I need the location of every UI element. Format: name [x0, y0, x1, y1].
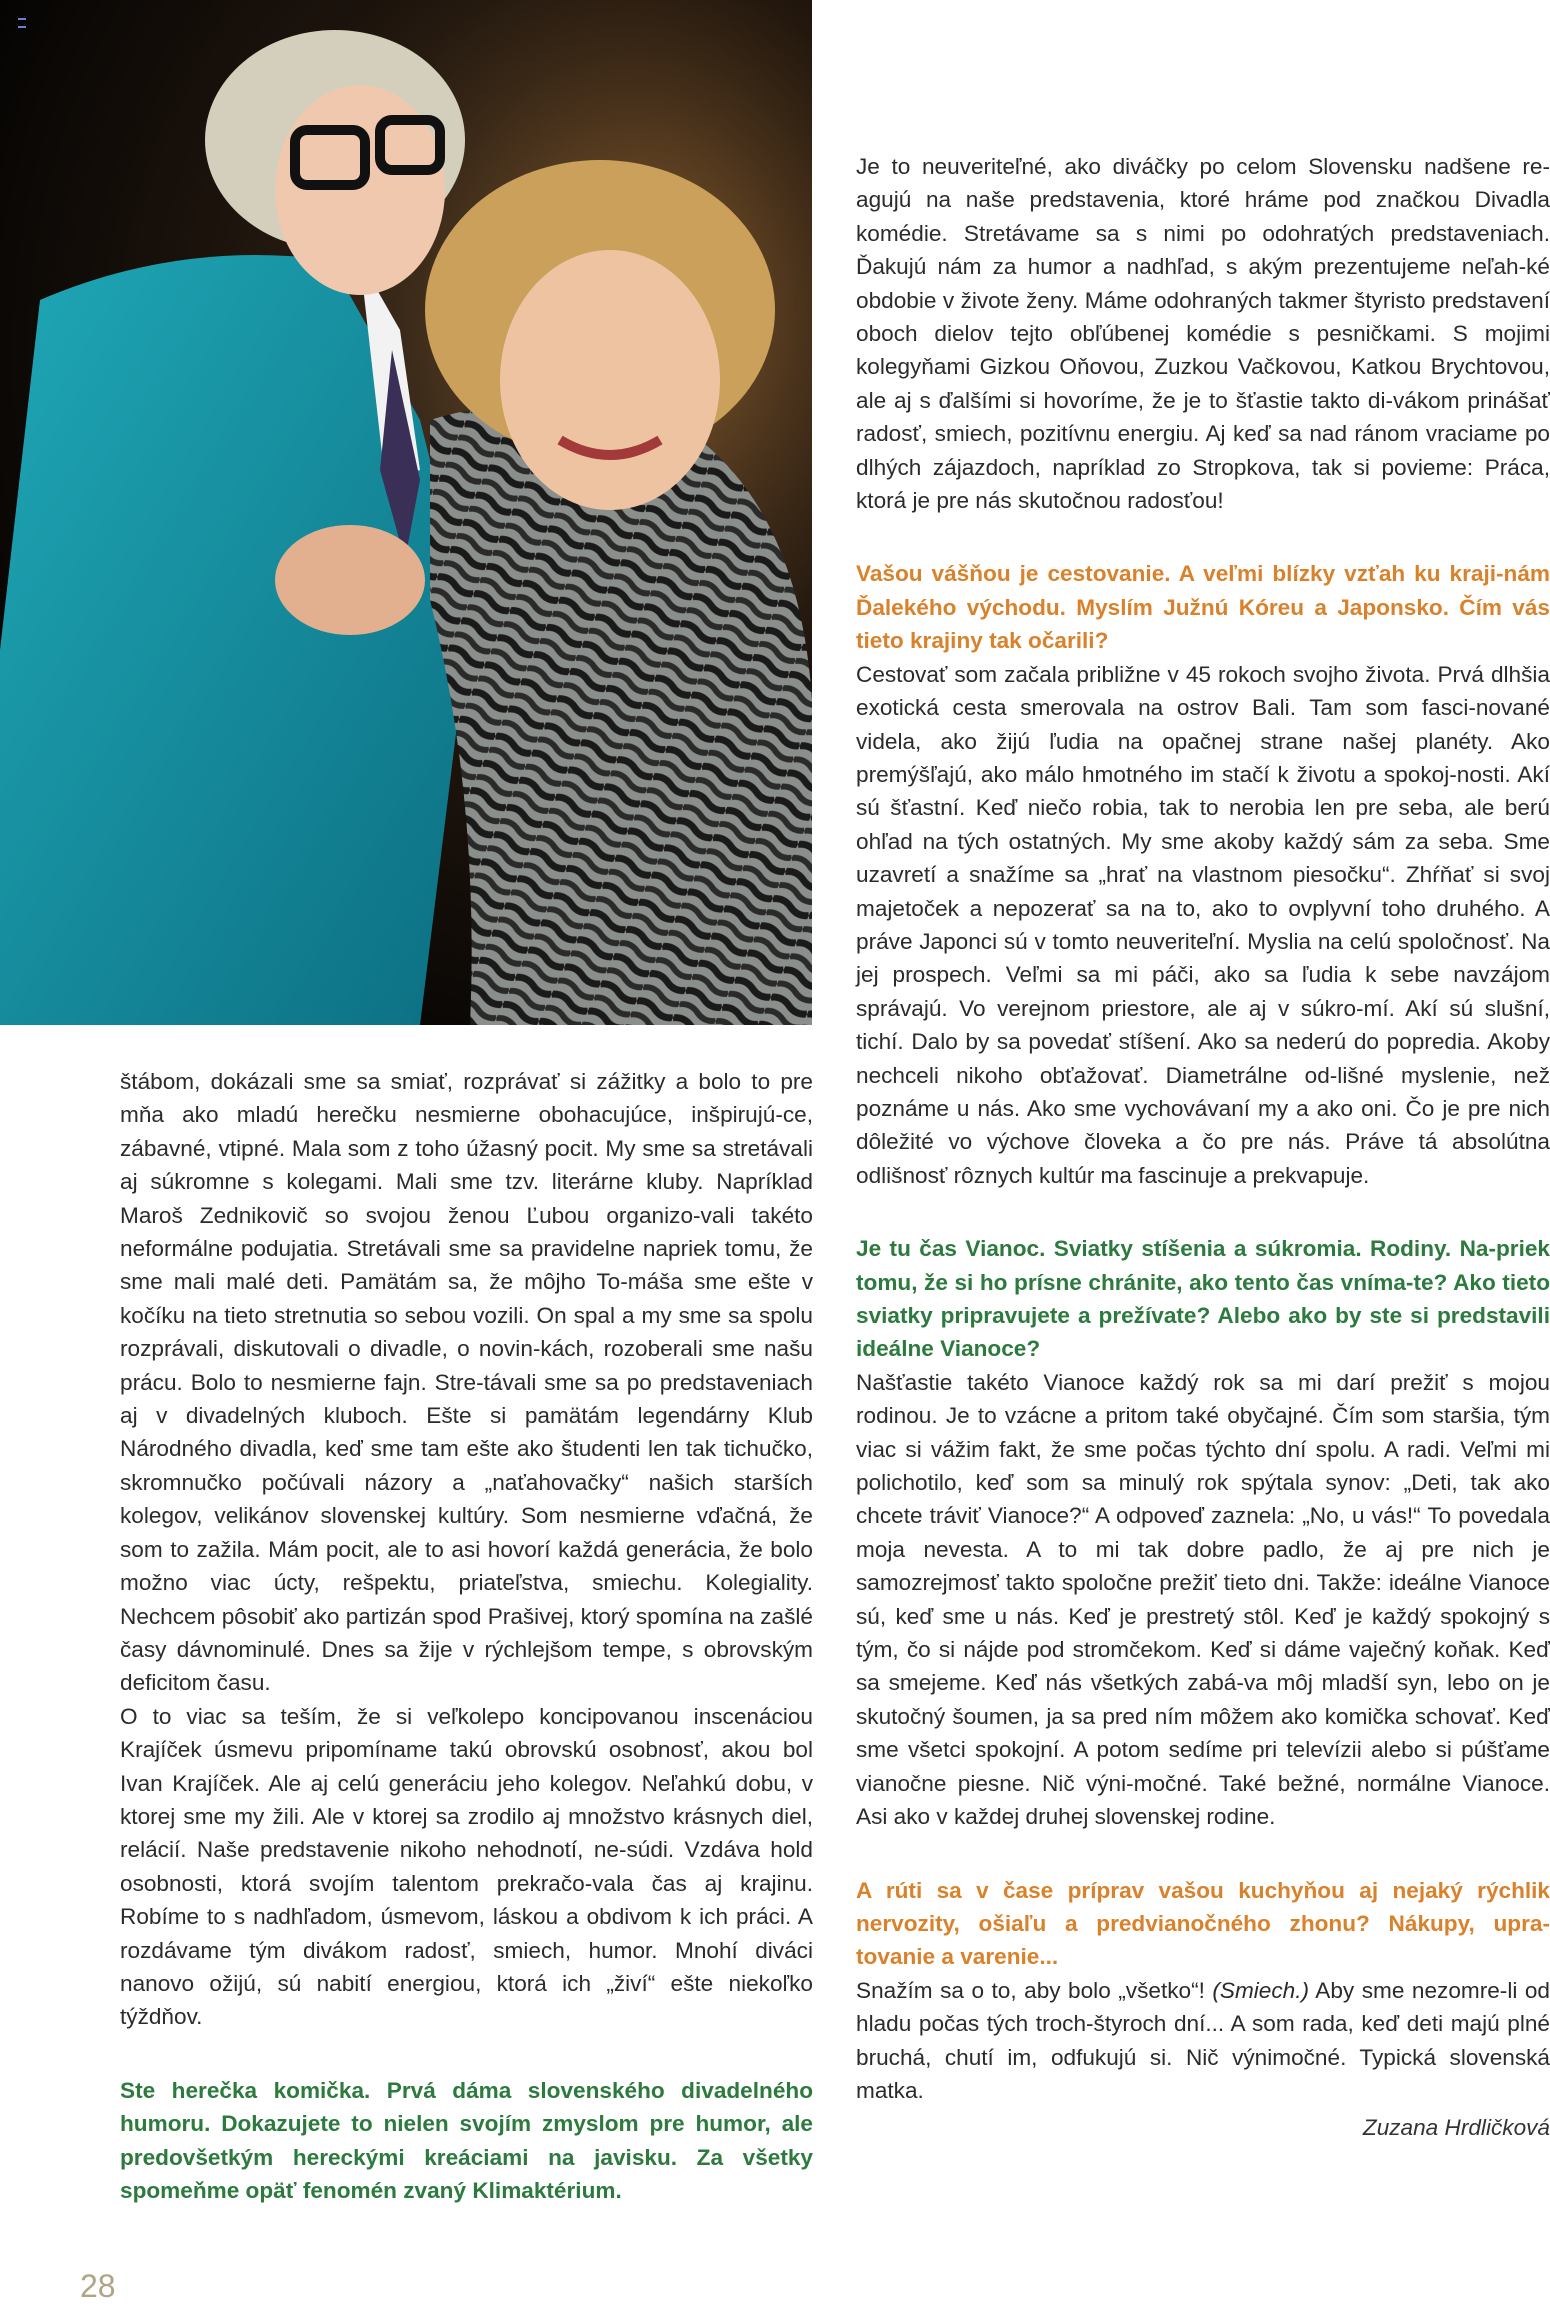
- left-paragraph-2: O to viac sa teším, že si veľkolepo koncipovanou inscenáciou Krajíček úsmevu pripomíname takú obrovskú osobnosť, akou bol Ivan Krajíček. Ale aj celú generáciu jeho kolegov. Neľahkú dobu, v ktorej sme my žili. Ale v ktorej sa zrodilo aj množstvo krásnych diel, relácií. Naše predstavenie nikoho nehodnotí, ne-súdi. Vzdáva hold osobnosti, ktorá svojím talentom prekračo-vala čas aj krajinu. Robíme to s nadhľadom, úsmevom, láskou a obdivom k ich práci. A rozdávame tým divákom radosť, smiech, humor. Mnohí diváci nanovo ožijú, sú nabití energiou, ktorá ich „živí“ ešte niekoľko týždňov.: [120, 1703, 813, 2030]
- question-travel: Vašou vášňou je cestovanie. A veľmi blízky vzťah ku kraji-nám Ďalekého východu. Myslím Južnú Kóreu a Japonsko. Čím vás tieto krajiny tak očarili?: [856, 561, 1550, 654]
- photo-illustration: [0, 0, 812, 1025]
- answer-rush-text-1: Snažím sa o to, aby bolo „všetko“!: [856, 1977, 1213, 2003]
- page-number: 28: [80, 2268, 116, 2304]
- right-column: [856, 150, 1550, 2145]
- corner-mark: [18, 18, 26, 28]
- spacer: [856, 517, 1550, 557]
- question-comedian: Ste herečka komička. Prvá dáma slovenského divadelného humoru. Dokazujete to nielen svojím zmyslom pre humor, ale predovšetkým hereckými kreáciami na javisku. Za všetky spomeňme opäť fenomén zvaný Klimaktérium.: [120, 2077, 813, 2203]
- spacer: [120, 2034, 813, 2074]
- spacer: [856, 1834, 1550, 1874]
- question-rush: A rúti sa v čase príprav vašou kuchyňou aj nejaký rýchlik nervozity, ošiaľu a predvianočného zhonu? Nákupy, upra-tovanie a varenie...: [856, 1877, 1550, 1970]
- answer-christmas: Našťastie takéto Vianoce každý rok sa mi darí prežiť s mojou rodinou. Je to vzácne a pritom také obyčajné. Čím som staršia, tým viac si vážim fakt, že sme počas týchto dní spolu. A radi. Veľmi mi polichotilo, keď som sa minulý rok spýtala synov: „Deti, tak ako chcete tráviť Vianoce?“ A odpoveď zaznela: „No, u vás!“ To povedala moja nevesta. A to mi tak dobre padlo, že aj pre nich je samozrejmosť takto spoločne prežiť tieto dni. Takže: ideálne Vianoce sú, keď sme u nás. Keď je prestretý stôl. Keď je každý spokojný s tým, čo si nájde pod stromčekom. Keď si dáme vaječný koňak. Keď sa smejeme. Keď nás všetkých zabá-va môj mladší syn, lebo on je skutočný šoumen, ja sa pred ním môžem ako komička schovať. Keď sme všetci spokojní. A potom sedíme pri televízii alebo si púšťame vianočne piesne. Nič výni-močné. Také bežné, normálne Vianoce. Asi ako v každej druhej slovenskej rodine.: [856, 1369, 1550, 1830]
- stage-photo: [0, 0, 812, 1025]
- answer-rush-laugh: (Smiech.): [1212, 1977, 1310, 2003]
- spacer: [856, 1192, 1550, 1232]
- answer-rush: [856, 1974, 1550, 2108]
- left-paragraph-1: štábom, dokázali sme sa smiať, rozprávať si zážitky a bolo to pre mňa ako mladú herečku nesmierne obohacujúce, inšpirujú-ce, zábavné, vtipné. Mala som z toho úžasný pocit. My sme sa stretávali aj súkromne s kolegami. Mali sme tzv. literárne kluby. Napríklad Maroš Zednikovič so svojou ženou Ľubou organizo-vali takéto neformálne podujatia. Stretávali sme sa pravidelne napriek tomu, že sme mali malé deti. Pamätám sa, že môjho To-máša sme ešte v kočíku na tieto stretnutia so sebou vozili. On spal a my sme sa spolu rozprávali, diskutovali o divadle, o novin-kách, rozoberali sme našu prácu. Bolo to nesmierne fajn. Stre-távali sme sa po predstaveniach aj v divadelných kluboch. Ešte si pamätám legendárny Klub Národného divadla, keď sme tam ešte ako študenti len tak tichučko, skromnučko počúvali názory a „naťahovačky“ našich starších kolegov, velikánov slovenskej kultúry. Som nesmierne vďačná, že som to zažila. Mám pocit, ale to asi hovorí každá generácia, že bolo možno viac úcty, rešpektu, priateľstva, smiechu. Kolegiality. Nechcem pôsobiť ako partizán spod Prašivej, ktorý spomína na zašlé časy dávnominulé. Dnes sa žije v rýchlejšom tempe, s obrovským deficitom času.: [120, 1069, 813, 1696]
- intro-paragraph: Je to neuveriteľné, ako diváčky po celom Slovensku nadšene re-agujú na naše predstavenia, ktoré hráme pod značkou Divadla komédie. Stretávame sa s nimi po odohratých predstaveniach. Ďakujú nám za humor a nadhľad, s akým prezentujeme neľah-ké obdobie v živote ženy. Máme odohraných takmer štyristo predstavení oboch dielov tejto obľúbenej komédie s pesničkami. S mojimi kolegyňami Gizkou Oňovou, Zuzkou Vačkovou, Katkou Brychtovou, ale aj s ďalšími si hovoríme, že je to šťastie takto di-vákom prinášať radosť, smiech, pozitívnu energiu. Aj keď sa nad ránom vraciame po dlhých zájazdoch, napríklad zo Stropkova, tak si povieme: Práca, ktorá je pre nás skutočnou radosťou!: [856, 154, 1550, 514]
- answer-rush-text-2: Aby sme nezomre-li od hladu počas tých troch-štyroch dní... A som rada, keď deti majú plné bruchá, chutí im, odfukujú si. Nič výnimočné. Typická slovenská matka.: [856, 1977, 1550, 2103]
- left-column: [120, 1065, 813, 2207]
- answer-travel: Cestovať som začala približne v 45 rokoch svojho života. Prvá dlhšia exotická cesta smerovala na ostrov Bali. Tam som fasci-nované videla, ako žijú ľudia na opačnej strane našej planéty. Ako premýšľajú, ako málo hmotného im stačí k životu a spokoj-nosti. Akí sú šťastní. Keď niečo robia, tak to nerobia len pre seba, ale berú ohľad na tých ostatných. My sme akoby každý sám za seba. Sme uzavretí a snažíme sa „hrať na vlastnom piesočku“. Zhŕňať si svoj majetoček a nepozerať sa na to, ako to ovplyvní toho druhého. A práve Japonci sú v tomto neuveriteľní. Myslia na celú spoločnosť. Na jej prospech. Veľmi sa mi páči, ako sa ľudia k sebe navzájom správajú. Vo verejnom priestore, ale aj v súkro-mí. Akí sú slušní, tichí. Dalo by sa povedať stíšení. Ako sa nederú do popredia. Akoby nechceli nikoho obťažovať. Diametrálne od-lišné myslenie, než poznáme u nás. Ako sme vychovávaní my a ako oni. Čo je pre nich dôležité vo výchove človeka a čo pre nás. Práve tá absolútna odlišnosť rôznych kultúr ma fascinuje a prekvapuje.: [856, 661, 1550, 1188]
- author-signature: Zuzana Hrdličková: [1362, 2115, 1550, 2141]
- question-christmas: Je tu čas Vianoc. Sviatky stíšenia a súkromia. Rodiny. Na-priek tomu, že si ho prísne chránite, ako tento čas vníma-te? Ako tieto sviatky pripravujete a prežívate? Alebo ako by ste si predstavili ideálne Vianoce?: [856, 1236, 1550, 1362]
